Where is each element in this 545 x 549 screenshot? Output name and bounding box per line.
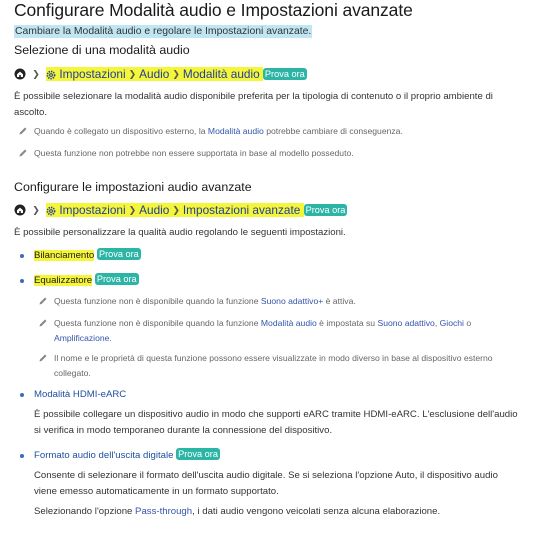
link-suono-adattivo[interactable]: Suono adattivo xyxy=(377,318,435,328)
page-title: Configurare Modalità audio e Impostazioni avanzate xyxy=(14,0,413,20)
note-item: Questa funzione non è disponibile quando la funzione Modalità audio è impostata su Suono adattivo, Giochi o Amplificazione. xyxy=(54,316,524,346)
item-bilanciamento[interactable]: Bilanciamento xyxy=(34,250,95,261)
note-item: Questa funzione non è disponibile quando la funzione Suono adattivo+ è attiva. xyxy=(54,294,356,309)
path-item-audio[interactable]: Audio xyxy=(139,203,170,217)
pencil-icon xyxy=(18,148,28,163)
list-item-formato-audio xyxy=(34,448,220,464)
prova-ora-button[interactable]: Prova ora xyxy=(96,274,137,284)
bullet-icon xyxy=(20,279,24,283)
prova-ora-button[interactable]: Prova ora xyxy=(264,69,305,79)
path-item-impostazioni[interactable]: Impostazioni xyxy=(59,203,126,217)
manual-page xyxy=(14,0,534,517)
bullet-icon xyxy=(20,393,24,397)
list-item-bilanciamento xyxy=(34,248,141,264)
path-item-modalita-audio[interactable]: Modalità audio xyxy=(182,67,260,81)
formato-description: Consente di selezionare il formato dell'uscita audio digitale. Se si seleziona l'opzione Auto, il dispositivo audio viene emesso automaticamente in un formato supportato. xyxy=(34,470,498,497)
gear-icon xyxy=(46,204,56,220)
menu-path-1 xyxy=(14,66,307,84)
path-item-audio[interactable]: Audio xyxy=(139,67,170,81)
path-item-impostazioni[interactable]: Impostazioni xyxy=(59,67,126,81)
list-item-equalizzatore xyxy=(34,273,139,289)
link-modalita-audio[interactable]: Modalità audio xyxy=(207,126,264,136)
menu-path-2 xyxy=(14,202,347,220)
item-formato-audio[interactable]: Formato audio dell'uscita digitale xyxy=(34,450,174,461)
section2-heading: Configurare le impostazioni audio avanzate xyxy=(14,180,252,194)
prova-ora-button[interactable]: Prova ora xyxy=(305,205,346,215)
pencil-icon xyxy=(38,296,48,311)
bullet-icon xyxy=(20,254,24,258)
chevron-right-icon: ❯ xyxy=(128,69,137,79)
path-item-impostazioni-avanzate[interactable]: Impostazioni avanzate xyxy=(182,203,301,217)
formato-passthrough-text: Selezionando l'opzione Pass-through, i dati audio vengono veicolati senza alcuna elaborazione. xyxy=(34,506,441,517)
bullet-icon xyxy=(20,454,24,458)
note-item: Il nome e le proprietà di questa funzione possono essere visualizzate in modo diverso in base al dispositivo esterno collegato. xyxy=(54,351,524,381)
chevron-right-icon: ❯ xyxy=(128,205,137,215)
chevron-right-icon: ❯ xyxy=(32,205,40,215)
link-modalita-audio[interactable]: Modalità audio xyxy=(260,318,317,328)
home-icon xyxy=(14,204,26,220)
note-item: Quando è collegato un dispositivo esterno, la Modalità audio potrebbe cambiare di conseguenza. xyxy=(34,124,403,139)
section1-heading: Selezione di una modalità audio xyxy=(14,43,190,57)
item-equalizzatore[interactable]: Equalizzatore xyxy=(34,275,93,286)
chevron-right-icon: ❯ xyxy=(172,69,180,79)
pencil-icon xyxy=(18,126,28,141)
list-item-hdmi-earc xyxy=(34,387,126,403)
home-icon xyxy=(14,68,26,84)
note-item: Questa funzione non potrebbe non essere supportata in base al modello posseduto. xyxy=(34,146,354,161)
link-suono-adattivo-plus[interactable]: Suono adattivo+ xyxy=(260,296,324,306)
link-giochi[interactable]: Giochi xyxy=(439,318,464,328)
section2-text: È possibile personalizzare la qualità audio regolando le seguenti impostazioni. xyxy=(14,227,346,238)
prova-ora-button[interactable]: Prova ora xyxy=(98,249,139,259)
link-amplificazione[interactable]: Amplificazione xyxy=(54,333,110,343)
hdmi-description: È possibile collegare un dispositivo audio in modo che supporti eARC tramite HDMI-eARC. L'esclusione dell'audio si verifica in modo temporaneo durante la connessione del dispositivo. xyxy=(34,409,518,436)
pencil-icon xyxy=(38,353,48,368)
prova-ora-button[interactable]: Prova ora xyxy=(178,449,218,459)
section1-text: È possibile selezionare la modalità audio disponibile preferita per la tipologia di contenuto o il proprio ambiente di ascolto. xyxy=(14,91,493,118)
pencil-icon xyxy=(38,318,48,333)
chevron-right-icon: ❯ xyxy=(32,69,40,79)
item-hdmi-earc[interactable]: Modalità HDMI-eARC xyxy=(34,389,127,400)
chevron-right-icon: ❯ xyxy=(172,205,180,215)
gear-icon xyxy=(46,68,56,84)
link-pass-through[interactable]: Pass-through xyxy=(135,506,193,517)
page-subtitle: Cambiare la Modalità audio e regolare le Impostazioni avanzate. xyxy=(15,26,312,37)
